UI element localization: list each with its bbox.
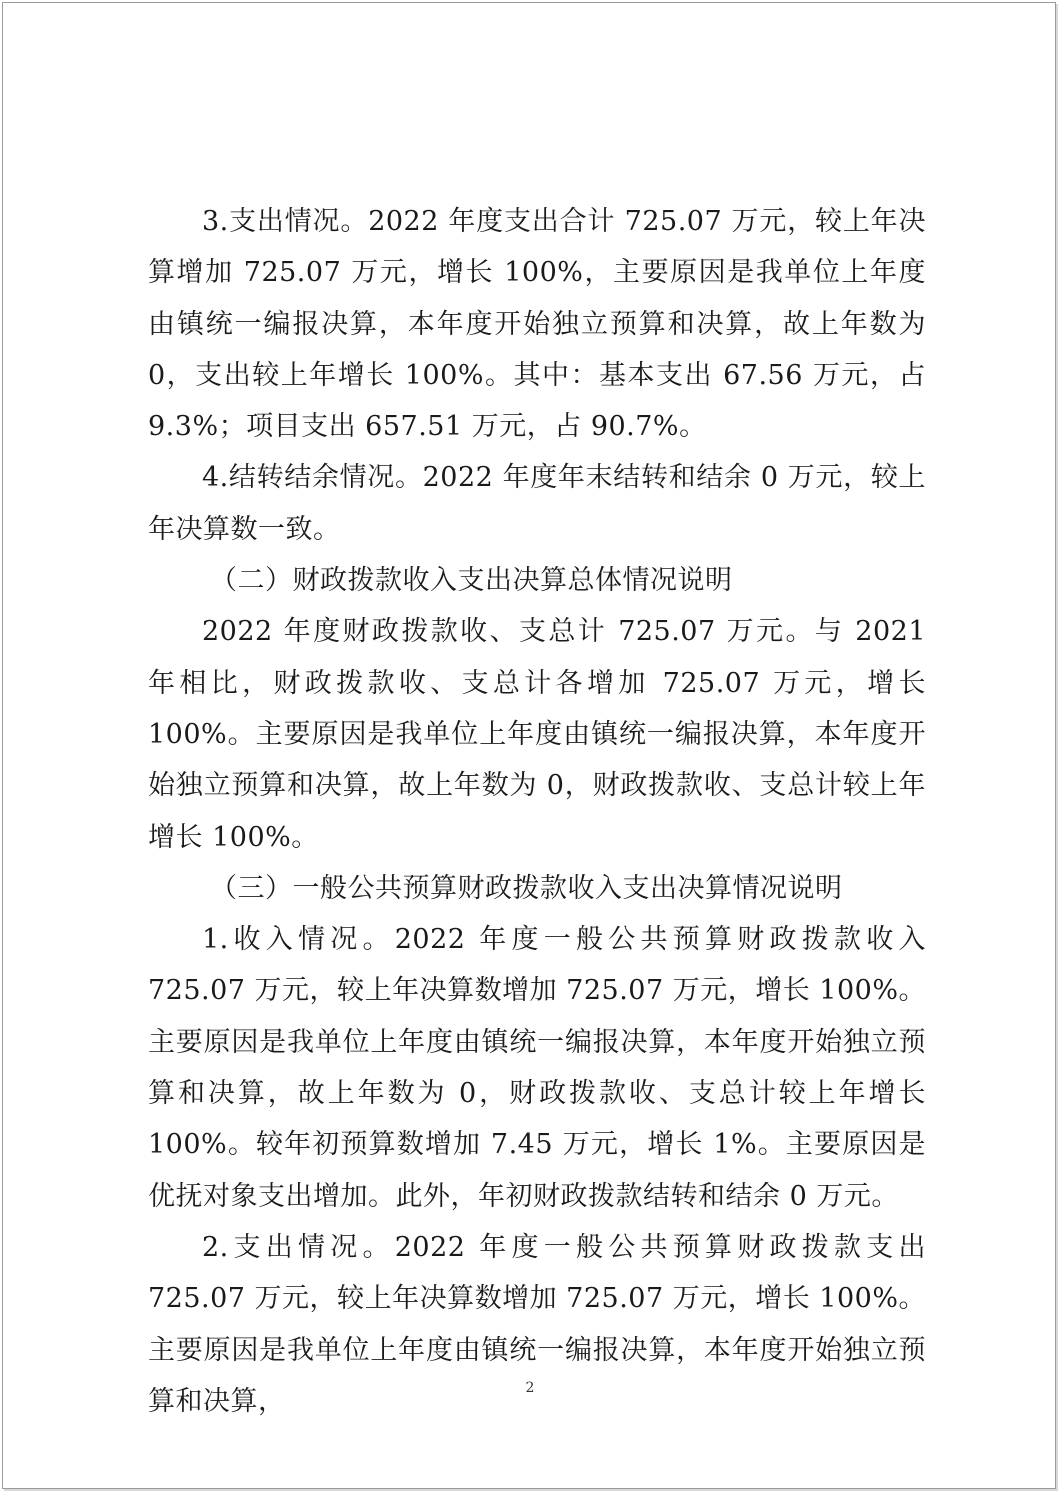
paragraph-expenditure: 3.支出情况。2022 年度支出合计 725.07 万元，较上年决算增加 725.07 万元，增长 100%，主要原因是我单位上年度由镇统一编报决算，本年度开始独立预算和决算，故上年数为 0，支出较上年增长 100%。其中：基本支出 67.56 万元，占 9.3%；项目支出 657.51 万元，占 90.7%。	[148, 206, 926, 443]
section-heading-2: （二）财政拨款收入支出决算总体情况说明	[210, 565, 733, 597]
paragraph-fiscal-overview: 2022 年度财政拨款收、支总计 725.07 万元。与 2021 年相比，财政拨款收、支总计各增加 725.07 万元，增长 100%。主要原因是我单位上年度由镇统一编报决算，本年度开始独立预算和决算，故上年数为 0，财政拨款收、支总计较上年增长 100%。	[148, 616, 926, 853]
paragraph-carryover: 4.结转结余情况。2022 年度年末结转和结余 0 万元，较上年决算数一致。	[148, 462, 926, 545]
paragraph-income: 1.收入情况。2022 年度一般公共预算财政拨款收入 725.07 万元，较上年决算数增加 725.07 万元，增长 100%。主要原因是我单位上年度由镇统一编报决算，本年度开始独立预算和决算，故上年数为 0，财政拨款收、支总计较上年增长 100%。较年初预算数增加 7.45 万元，增长 1%。主要原因是优抚对象支出增加。此外，年初财政拨款结转和结余 0 万元。	[148, 924, 926, 1212]
paragraph-spending: 2.支出情况。2022 年度一般公共预算财政拨款支出 725.07 万元，较上年决算数增加 725.07 万元，增长 100%。主要原因是我单位上年度由镇统一编报决算，本年度开始独立预算和决算，	[148, 1231, 926, 1417]
section-heading-3: （三）一般公共预算财政拨款收入支出决算情况说明	[210, 872, 843, 904]
document-body	[148, 196, 926, 1427]
page-number: 2	[525, 1380, 535, 1396]
